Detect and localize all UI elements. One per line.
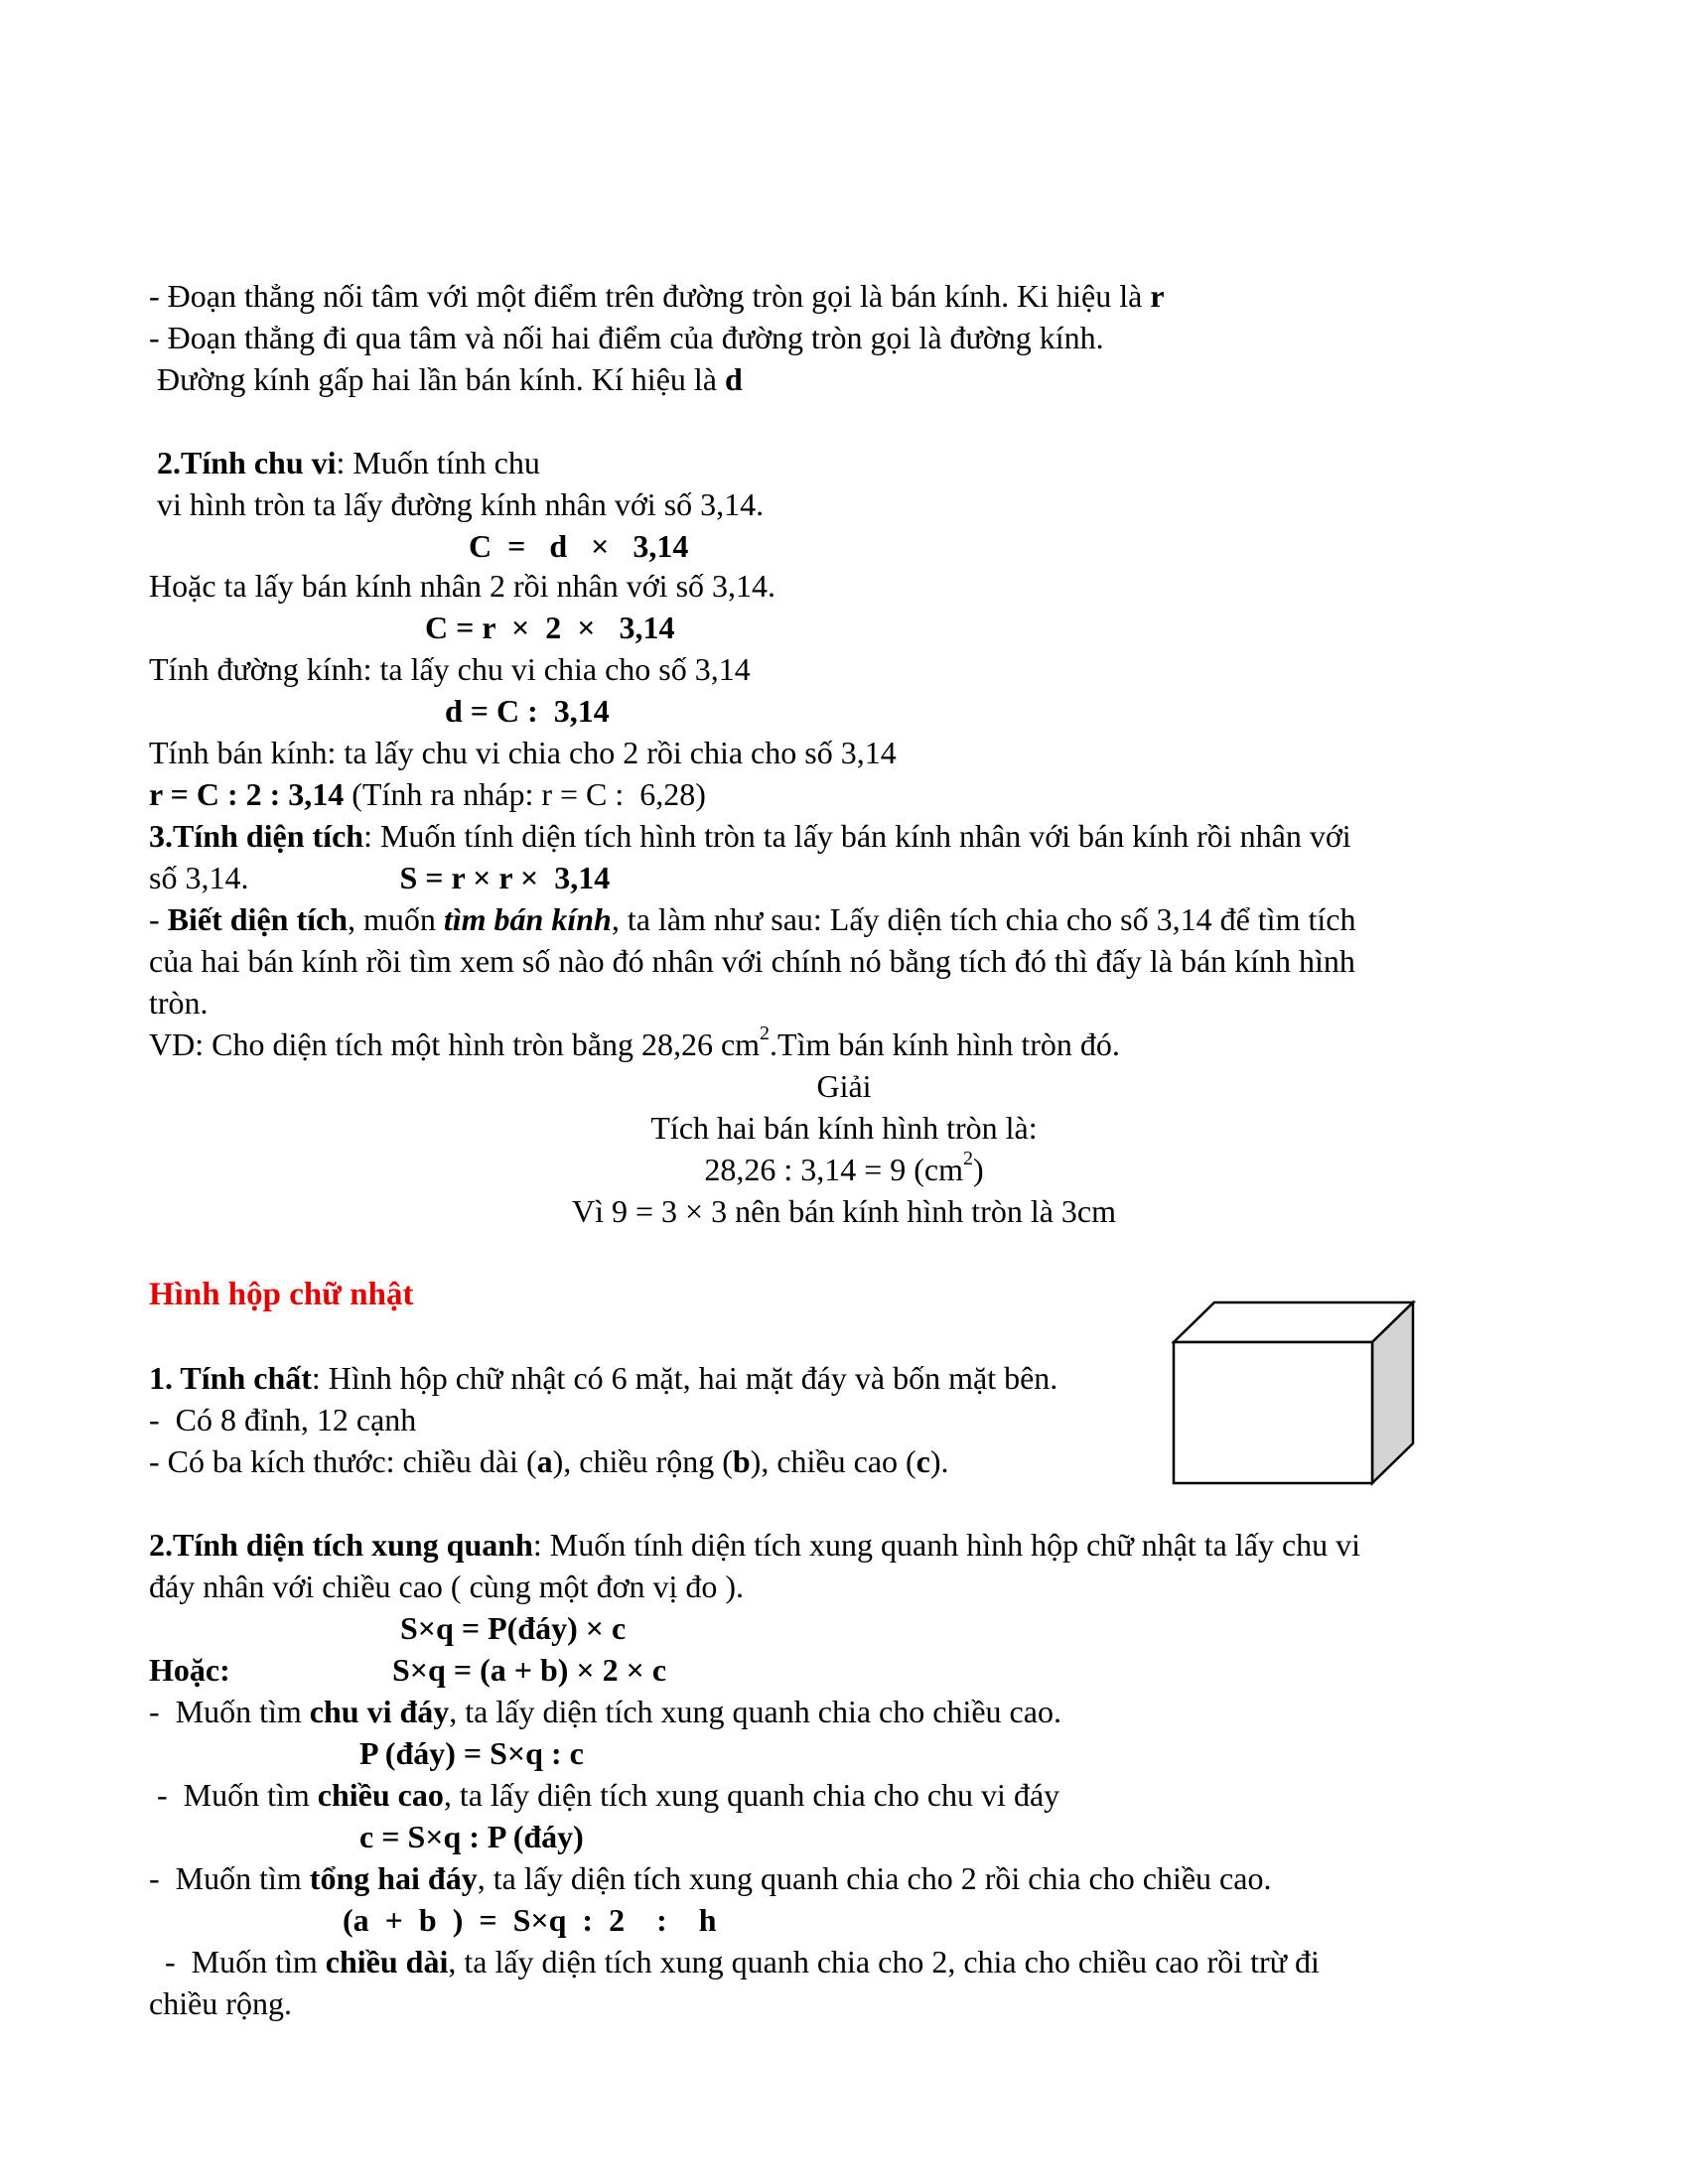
text: - Muốn tìm <box>149 1777 318 1813</box>
radius-rule: Tính bán kính: ta lấy chu vi chia cho 2 rồi chia cho số 3,14 <box>149 735 897 770</box>
text: - Có ba kích thước: chiều dài ( <box>149 1443 537 1479</box>
text: VD: Cho diện tích một hình tròn bằng 28,26 cm <box>149 1026 761 1062</box>
text: : Muốn tính diện tích hình tròn ta lấy bán kính nhân với bán kính rồi nhân với <box>363 818 1351 854</box>
text: ). <box>929 1443 949 1479</box>
heading-bold: 2.Tính diện tích xung quanh <box>149 1527 533 1563</box>
text: , ta làm như sau: Lấy diện tích chia cho số 3,14 để tìm tích <box>611 901 1356 937</box>
heading-bold: 2.Tính chu vi <box>149 445 337 480</box>
text: .Tìm bán kính hình tròn đó. <box>770 1026 1120 1062</box>
lateral-area-heading <box>149 1525 1360 1565</box>
text: , ta lấy diện tích xung quanh chia cho 2 rồi chia cho chiều cao. <box>477 1860 1272 1896</box>
text: - <box>149 901 168 937</box>
text: : Hình hộp chữ nhật có 6 mặt, hai mặt đáy và bốn mặt bên. <box>311 1360 1058 1396</box>
formula-base-perimeter: P (đáy) = S×q : c <box>359 1735 584 1771</box>
rule-base-perimeter <box>149 1692 1061 1731</box>
or-label: Hoặc: <box>149 1652 230 1688</box>
text: : Muốn tính diện tích xung quanh hình hộp chữ nhật ta lấy chu vi <box>532 1527 1361 1563</box>
find-radius-rule <box>149 899 1355 939</box>
formula-lateral-area: S×q = P(đáy) × c <box>400 1610 627 1646</box>
rule-height <box>149 1775 1059 1815</box>
heading-bold: 1. Tính chất <box>149 1360 312 1396</box>
text: , ta lấy diện tích xung quanh chia cho chiều cao. <box>449 1694 1061 1729</box>
rule-length <box>149 1942 1320 1981</box>
heading-bold: 3.Tính diện tích <box>149 818 364 854</box>
text: - Đoạn thẳng nối tâm với một điểm trên đường tròn gọi là bán kính. Ki hiệu là <box>149 278 1151 314</box>
text: - Muốn tìm <box>149 1860 310 1896</box>
solution-title: Giải <box>816 1068 872 1104</box>
diameter-symbol: d <box>724 361 743 397</box>
text: - Đoạn thẳng đi qua tâm và nối hai điểm của đường tròn gọi là đường kính. <box>149 320 1104 355</box>
solution-line-3: Vì 9 = 3 × 3 nên bán kính hình tròn là 3cm <box>571 1193 1116 1229</box>
vertices-edges: - Có 8 đỉnh, 12 cạnh <box>149 1402 417 1437</box>
perimeter-heading <box>149 443 540 482</box>
diameter-relation <box>149 359 743 399</box>
symbol-c: c <box>915 1443 930 1479</box>
text: , ta lấy diện tích xung quanh chia cho chu vi đáy <box>443 1777 1060 1813</box>
text: Đường kính gấp hai lần bán kính. Kí hiệu là <box>149 361 725 397</box>
formula-radius <box>149 774 706 814</box>
text: , ta lấy diện tích xung quanh chia cho 2, chia cho chiều cao rồi trừ đi <box>448 1944 1320 1979</box>
property-line <box>149 1358 1057 1398</box>
diameter-rule: Tính đường kính: ta lấy chu vi chia cho số 3,14 <box>149 651 751 687</box>
diameter-definition <box>149 318 1104 357</box>
perimeter-rule: vi hình tròn ta lấy đường kính nhân với số 3,14. <box>149 486 765 522</box>
example <box>149 1024 1120 1064</box>
text: 28,26 : 3,14 = 9 (cm <box>704 1152 964 1187</box>
text: ), chiều rộng ( <box>552 1443 733 1479</box>
lateral-area-rule: đáy nhân với chiều cao ( cùng một đơn vị đo ). <box>149 1569 745 1604</box>
section-title-box: Hình hộp chữ nhật <box>149 1277 414 1312</box>
formula-c-radius: C = r × 2 × 3,14 <box>425 610 675 645</box>
find-radius-rule-end: tròn. <box>149 985 209 1021</box>
formula-sum-dimensions: (a + b ) = S×q : 2 : h <box>343 1902 717 1938</box>
symbol-a: a <box>536 1443 553 1479</box>
text: , muốn <box>347 901 444 937</box>
text: - Muốn tìm <box>149 1694 310 1729</box>
text: : Muốn tính chu <box>336 445 540 480</box>
area-heading <box>149 816 1351 856</box>
text: ) <box>973 1152 984 1187</box>
solution-line-1: Tích hai bán kính hình tròn là: <box>650 1110 1038 1146</box>
radius-definition <box>149 276 1165 316</box>
superscript: 2 <box>760 1023 771 1045</box>
text-bold-italic: tìm bán kính <box>443 901 612 937</box>
find-radius-rule-cont: của hai bán kính rồi tìm xem số nào đó nhân với chính nó bằng tích đó thì đấy là bán kính hình <box>149 943 1355 979</box>
superscript: 2 <box>963 1148 974 1170</box>
cuboid-figure <box>1172 1300 1420 1489</box>
text: số 3,14. <box>149 860 400 895</box>
formula-bold: r = C : 2 : 3,14 <box>149 776 345 812</box>
text-bold: tổng hai đáy <box>309 1860 478 1896</box>
text: (Tính ra nháp: r = C : 6,28) <box>344 776 706 812</box>
rule-length-cont: chiều rộng. <box>149 1985 292 2021</box>
text: ), chiều cao ( <box>750 1443 916 1479</box>
text-bold: chiều dài <box>325 1944 449 1979</box>
formula-height: c = S×q : P (đáy) <box>359 1819 584 1854</box>
formula-area: S = r × r × 3,14 <box>399 860 611 895</box>
perimeter-rule-alt: Hoặc ta lấy bán kính nhân 2 rồi nhân với số 3,14. <box>149 568 776 604</box>
cuboid-front-face <box>1174 1342 1372 1483</box>
radius-symbol: r <box>1150 278 1165 314</box>
rule-sum-dimensions <box>149 1858 1271 1898</box>
formula-c-diameter: C = d × 3,14 <box>469 528 689 564</box>
text-bold: chiều cao <box>317 1777 444 1813</box>
symbol-b: b <box>732 1443 751 1479</box>
text: - Muốn tìm <box>149 1944 326 1979</box>
dimensions-line <box>149 1441 949 1481</box>
solution-line-2 <box>0 1150 1688 1189</box>
area-formula-line <box>149 858 610 897</box>
text-bold: Biết diện tích <box>167 901 348 937</box>
text-bold: chu vi đáy <box>309 1694 450 1729</box>
formula-diameter: d = C : 3,14 <box>445 693 610 729</box>
formula-lateral-area-alt: S×q = (a + b) × 2 × c <box>392 1652 667 1688</box>
